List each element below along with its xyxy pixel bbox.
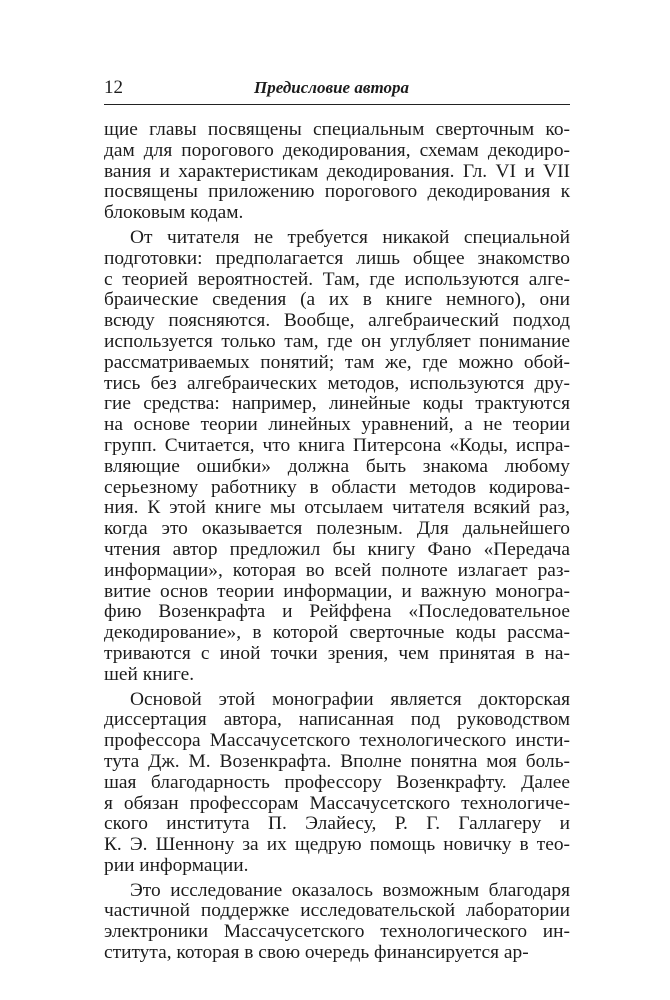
text-line: электроники Массачусетского технологического ин- [104, 921, 570, 943]
text-line: ского института П. Элайесу, Р. Г. Галлагеру и [104, 813, 570, 835]
running-title: Предисловие автора [254, 78, 409, 97]
text-line: шая благодарность профессору Возенкрафту. Далее [104, 771, 570, 793]
text-line: тута Дж. М. Возенкрафта. Вполне понятна моя боль- [104, 750, 570, 772]
text-line: триваются с иной точки зрения, чем принятая в на- [104, 642, 570, 664]
text-line: с теорией вероятностей. Там, где используются алге- [104, 268, 570, 290]
text-line: К. Э. Шеннону за их щедрую помощь новичку в тео- [104, 834, 570, 856]
text-line: фию Возенкрафта и Рейффена «Последовательное [104, 601, 570, 623]
text-line: декодирование», в которой сверточные коды рассма- [104, 622, 570, 644]
text-line: От читателя не требуется никакой специальной [130, 226, 570, 248]
text-line: используется только там, где он углубляет понимание [104, 330, 570, 352]
paragraph [104, 881, 570, 964]
text-line: вляющие ошибки» должна быть знакома любому [104, 455, 570, 477]
paragraph [104, 228, 570, 686]
running-head [104, 76, 570, 100]
text-line: частичной поддержке исследовательской лаборатории [104, 900, 570, 922]
text-line: посвящены приложению порогового декодирования к [104, 181, 570, 203]
paragraph [104, 690, 570, 877]
text-line: ститута, которая в свою очередь финансируется ар- [104, 942, 529, 964]
text-line: тись без алгебраических методов, используются дру- [104, 372, 570, 394]
text-line: подготовки: предполагается лишь общее знакомство [104, 247, 570, 269]
text-line: дам для порогового декодирования, схемам декодиро- [104, 139, 570, 161]
text-line: рии информации. [104, 854, 249, 876]
text-line: гие средства: например, линейные коды трактуются [104, 393, 570, 415]
paragraph [104, 120, 570, 224]
body-text [104, 120, 570, 964]
text-line: я обязан профессорам Массачусетского технологиче- [104, 792, 570, 814]
text-line: браические сведения (а их в книге немного), они [104, 289, 570, 311]
header-rule [104, 104, 570, 105]
text-line: диссертация автора, написанная под руководством [104, 709, 570, 731]
text-line: блоковым кодам. [104, 202, 244, 224]
text-line: серьезному работнику в области методов кодирова- [104, 476, 570, 498]
text-line: шей книге. [104, 663, 195, 685]
text-line: всюду поясняются. Вообще, алгебраический подход [104, 310, 570, 332]
text-line: щие главы посвящены специальным сверточным ко- [104, 119, 570, 140]
page-number: 12 [104, 77, 123, 98]
text-line: вания и характеристикам декодирования. Гл. VI и VII [104, 160, 570, 182]
text-line: когда это оказывается полезным. Для дальнейшего [104, 518, 570, 540]
text-line: Основой этой монографии является докторская [130, 688, 570, 710]
text-line: Это исследование оказалось возможным благодаря [130, 879, 570, 901]
text-line: чтения автор предложил бы книгу Фано «Передача [104, 538, 570, 560]
text-line: информации», которая во всей полноте излагает раз- [104, 559, 570, 581]
text-line: ния. К этой книге мы отсылаем читателя всякий раз, [104, 497, 570, 519]
text-line: витие основ теории информации, и важную моногра- [104, 580, 570, 602]
text-line: на основе теории линейных уравнений, а не теории [104, 414, 570, 436]
text-line: рассматриваемых понятий; там же, где можно обой- [104, 351, 570, 373]
text-line: групп. Считается, что книга Питерсона «Коды, испра- [104, 434, 570, 456]
text-line: профессора Массачусетского технологического инсти- [104, 730, 570, 752]
